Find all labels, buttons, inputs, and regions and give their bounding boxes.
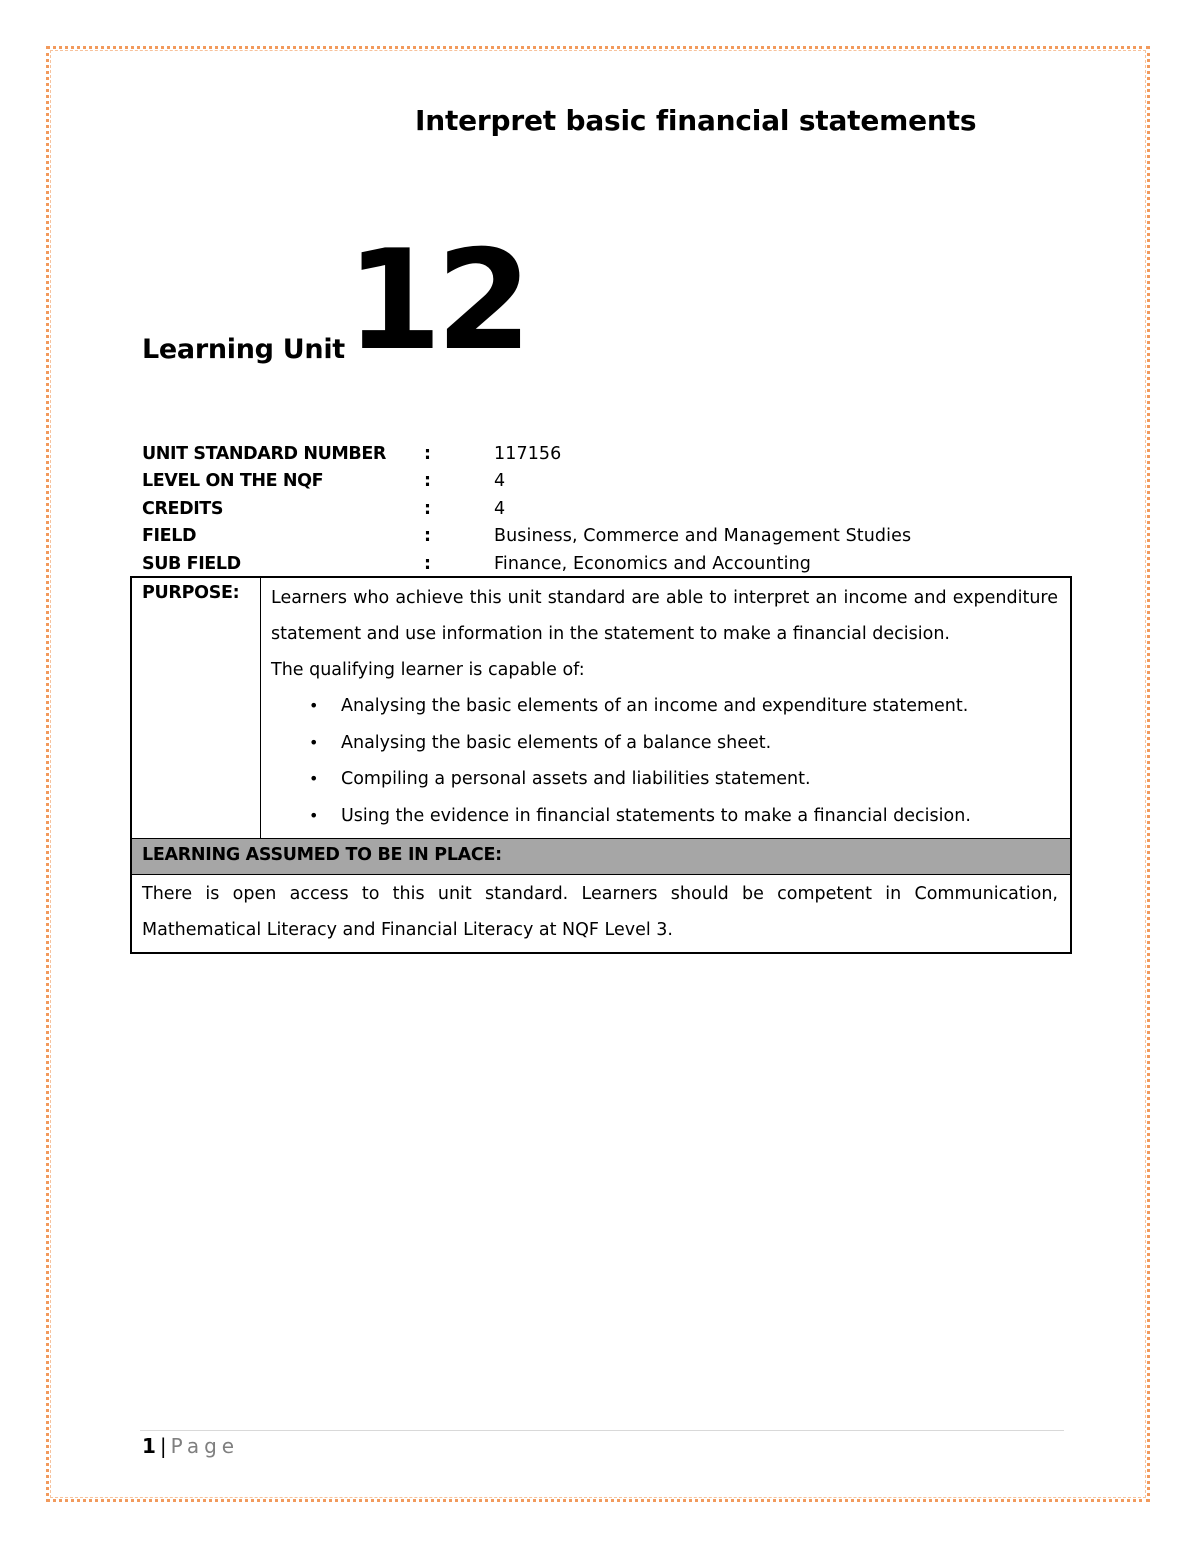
bullet-icon: •	[309, 805, 319, 825]
list-item-text: Using the evidence in financial statements to make a financial decision.	[341, 805, 971, 826]
list-item-text: Analysing the basic elements of a balance sheet.	[341, 732, 772, 753]
list-item	[309, 688, 1058, 725]
learning-unit-number: 12	[346, 220, 527, 381]
list-item	[309, 798, 1058, 835]
meta-row-nqf-level	[142, 468, 1072, 496]
page-label: Page	[170, 1434, 240, 1458]
meta-value: 4	[494, 498, 506, 519]
meta-row-field	[142, 523, 1072, 551]
assumed-learning-text: There is open access to this unit standard. Learners should be competent in Communication, Mathematical Literacy and Financial Literacy at NQF Level 3.	[142, 884, 1058, 940]
meta-row-sub-field	[142, 550, 1072, 578]
page-footer	[142, 1434, 239, 1458]
bullet-icon: •	[309, 696, 319, 715]
assumed-learning-header-row	[131, 839, 1071, 875]
meta-colon: :	[424, 443, 431, 464]
meta-value: 117156	[494, 443, 562, 464]
meta-value: Business, Commerce and Management Studies	[494, 526, 912, 547]
purpose-label: PURPOSE:	[131, 577, 261, 839]
page-number: 1	[142, 1434, 156, 1458]
meta-value: Finance, Economics and Accounting	[494, 553, 811, 574]
learning-unit-label: Learning Unit	[142, 334, 345, 365]
meta-colon: :	[424, 553, 431, 574]
meta-colon: :	[424, 526, 431, 547]
list-item-text: Compiling a personal assets and liabilities statement.	[341, 769, 811, 789]
assumed-learning-header: LEARNING ASSUMED TO BE IN PLACE:	[131, 839, 1071, 875]
purpose-row	[131, 577, 1071, 839]
document-title: Interpret basic financial statements	[415, 104, 977, 137]
capability-list	[271, 688, 1058, 834]
list-item	[309, 725, 1058, 762]
meta-colon: :	[424, 498, 431, 519]
bullet-icon: •	[309, 732, 319, 752]
assumed-learning-body-row	[131, 875, 1071, 954]
unit-standard-details	[142, 440, 1072, 578]
purpose-body	[261, 577, 1072, 839]
meta-label: UNIT STANDARD NUMBER	[142, 443, 386, 464]
bullet-icon: •	[309, 769, 319, 788]
meta-label: CREDITS	[142, 498, 224, 519]
meta-row-credits	[142, 495, 1072, 523]
list-item-text: Analysing the basic elements of an income and expenditure statement.	[341, 696, 969, 716]
meta-value: 4	[494, 471, 506, 492]
meta-label: FIELD	[142, 526, 197, 547]
meta-row-unit-standard-number	[142, 440, 1072, 468]
list-item	[309, 761, 1058, 798]
footer-divider	[140, 1430, 1064, 1431]
purpose-table	[130, 576, 1072, 954]
qualifying-intro: The qualifying learner is capable of:	[271, 660, 585, 680]
purpose-text: Learners who achieve this unit standard are able to interpret an income and expenditure statement and use information in the statement to make a financial decision.	[271, 588, 1058, 644]
meta-label: SUB FIELD	[142, 553, 241, 574]
footer-separator: |	[159, 1434, 167, 1458]
meta-colon: :	[424, 471, 431, 492]
meta-label: LEVEL ON THE NQF	[142, 471, 324, 492]
